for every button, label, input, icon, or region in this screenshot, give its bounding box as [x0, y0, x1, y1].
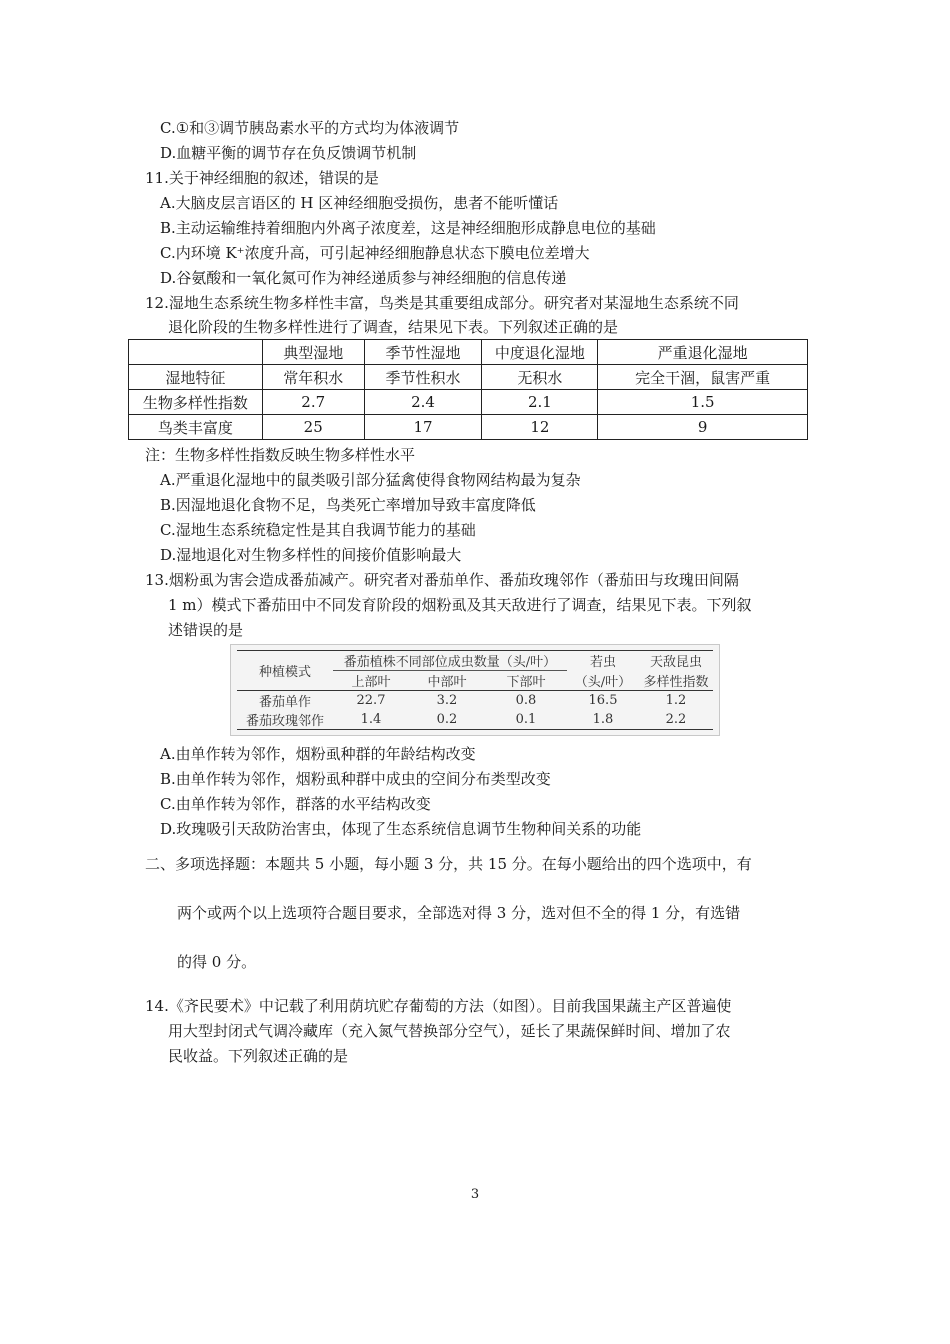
table-cell: 2.4	[364, 390, 482, 415]
table-cell: 9	[598, 415, 808, 440]
table-header-cell: 下部叶	[506, 675, 546, 690]
q12-option-b: B.因湿地退化食物不足，鸟类死亡率增加导致丰富度降低	[160, 496, 536, 514]
table-cell: 1.2	[639, 691, 713, 711]
q13-option-d: D.玫瑰吸引天敌防治害虫，体现了生态系统信息调节生物种间关系的功能	[160, 820, 642, 838]
section2-intro-line3: 的得 0 分。	[177, 953, 257, 971]
table-header-cell: 若虫	[567, 651, 639, 671]
q13-option-a: A.由单作转为邻作，烟粉虱种群的年龄结构改变	[160, 745, 476, 763]
page-number: 3	[470, 1187, 480, 1202]
table-cell: 常年积水	[262, 365, 364, 390]
table-cell: 典型湿地	[262, 340, 364, 365]
table-header-cell: 天敌昆虫	[639, 651, 713, 671]
q12-option-d: D.湿地退化对生物多样性的间接价值影响最大	[160, 546, 462, 564]
table-cell: 严重退化湿地	[598, 340, 808, 365]
table-row	[237, 691, 713, 711]
table-cell: 2.7	[262, 390, 364, 415]
table-cell: 17	[364, 415, 482, 440]
table-cell: 季节性湿地	[364, 340, 482, 365]
table-cell: 番茄单作	[237, 691, 333, 711]
q12-stem-line2: 退化阶段的生物多样性进行了调查，结果见下表。下列叙述正确的是	[168, 318, 619, 336]
q12-option-a: A.严重退化湿地中的鼠类吸引部分猛禽使得食物网结构最为复杂	[160, 471, 581, 489]
table-cell: 季节性积水	[364, 365, 482, 390]
table-cell: 生物多样性指数	[129, 390, 263, 415]
q13-option-b: B.由单作转为邻作，烟粉虱种群中成虫的空间分布类型改变	[160, 770, 551, 788]
table-cell: 1.4	[333, 710, 409, 730]
q12-stem-line1: 12.湿地生态系统生物多样性丰富，鸟类是其重要组成部分。研究者对某湿地生态系统不同	[145, 294, 739, 312]
table-cell: 16.5	[567, 691, 639, 711]
table-cell: 2.2	[639, 710, 713, 730]
q13-option-c: C.由单作转为邻作，群落的水平结构改变	[160, 795, 431, 813]
table-cell	[129, 340, 263, 365]
q12-option-c: C.湿地生态系统稳定性是其自我调节能力的基础	[160, 521, 476, 539]
table-cell: 完全干涸，鼠害严重	[598, 365, 808, 390]
q14-stem-line3: 民收益。下列叙述正确的是	[168, 1047, 349, 1065]
table-header-cell: 中部叶	[427, 675, 467, 690]
table-header-cell: 多样性指数	[643, 674, 709, 690]
q11-option-a: A.大脑皮层言语区的 H 区神经细胞受损伤，患者不能听懂话	[160, 194, 559, 212]
table-cell: 2.1	[482, 390, 598, 415]
table-cell: 0.8	[485, 691, 567, 711]
table-row	[129, 390, 808, 415]
q13-stem-line3: 述错误的是	[168, 621, 244, 639]
table-row	[237, 651, 713, 671]
table-cell: 0.2	[409, 710, 485, 730]
table-row	[129, 365, 808, 390]
q10-option-d: D.血糖平衡的调节存在负反馈调节机制	[160, 144, 417, 162]
table-row	[237, 710, 713, 730]
q11-option-b: B.主动运输维持着细胞内外离子浓度差，这是神经细胞形成静息电位的基础	[160, 219, 656, 237]
table-cell: 25	[262, 415, 364, 440]
whitefly-table	[237, 650, 713, 730]
table-header-cell: 番茄植株不同部位成虫数量（头/叶）	[333, 651, 567, 671]
q11-option-d: D.谷氨酸和一氧化氮可作为神经递质参与神经细胞的信息传递	[160, 269, 567, 287]
table-cell: 3.2	[409, 691, 485, 711]
q11-option-c: C.内环境 K⁺浓度升高，可引起神经细胞静息状态下膜电位差增大	[160, 244, 590, 262]
table-cell: 0.1	[485, 710, 567, 730]
q13-stem-line1: 13.烟粉虱为害会造成番茄减产。研究者对番茄单作、番茄玫瑰邻作（番茄田与玫瑰田间隔	[145, 571, 739, 589]
table-row	[129, 340, 808, 365]
table-cell: 无积水	[482, 365, 598, 390]
table-cell: 12	[482, 415, 598, 440]
q14-stem-line2: 用大型封闭式气调冷藏库（充入氮气替换部分空气），延长了果蔬保鲜时间、增加了农	[168, 1022, 731, 1040]
q12-note: 注：生物多样性指数反映生物多样性水平	[145, 446, 416, 464]
section2-intro-line1: 二、多项选择题：本题共 5 小题，每小题 3 分，共 15 分。在每小题给出的四个选项中，有	[145, 855, 752, 873]
table-header-cell: （头/叶）	[574, 674, 632, 690]
table-header-cell: 种植模式	[237, 651, 333, 691]
q10-option-c: C.①和③调节胰岛素水平的方式均为体液调节	[160, 119, 460, 137]
table-cell: 中度退化湿地	[482, 340, 598, 365]
section2-intro-line2: 两个或两个以上选项符合题目要求，全部选对得 3 分，选对但不全的得 1 分，有选错	[177, 904, 741, 922]
table-cell: 鸟类丰富度	[129, 415, 263, 440]
table-header-cell: 上部叶	[351, 675, 391, 690]
q13-stem-line2: 1 m）模式下番茄田中不同发育阶段的烟粉虱及其天敌进行了调查，结果见下表。下列叙	[168, 596, 752, 614]
table-row	[129, 415, 808, 440]
wetland-table	[128, 339, 808, 440]
table-cell: 番茄玫瑰邻作	[237, 710, 333, 730]
table-cell: 1.8	[567, 710, 639, 730]
table-cell: 1.5	[598, 390, 808, 415]
table-cell: 湿地特征	[129, 365, 263, 390]
q11-stem: 11.关于神经细胞的叙述，错误的是	[145, 169, 379, 187]
q14-stem-line1: 14.《齐民要术》中记载了利用荫坑贮存葡萄的方法（如图）。目前我国果蔬主产区普遍使	[145, 997, 732, 1015]
table-cell: 22.7	[333, 691, 409, 711]
whitefly-table-image	[230, 644, 720, 736]
